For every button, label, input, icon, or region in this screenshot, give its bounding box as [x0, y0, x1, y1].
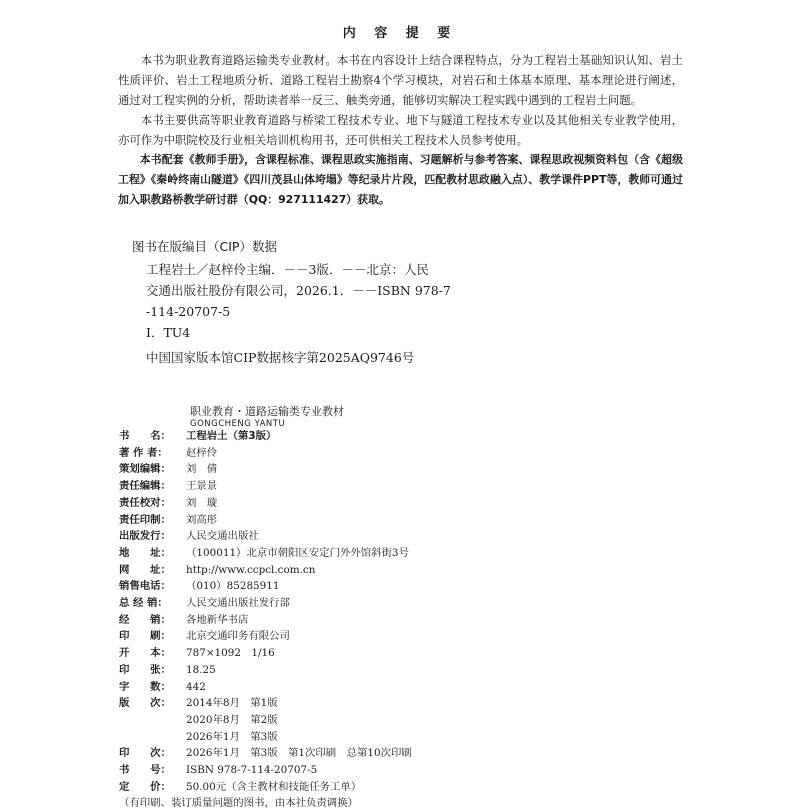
colophon-row — [119, 428, 719, 445]
colophon-label: 地 址： — [119, 546, 171, 559]
colophon-value: 2026年1月 第3版 — [186, 730, 278, 743]
colophon-label: 书 号： — [119, 764, 171, 777]
cip-block — [132, 236, 526, 368]
colophon-row — [119, 612, 719, 629]
colophon-value: ISBN 978-7-114-20707-5 — [186, 764, 318, 777]
teacher-resources-paragraph: 本书配套《教师手册》，含课程标准、课程思政实施指南、习题解析与参考答案、课程思政视频资料包（含《超级工程》《秦岭终南山隧道》《四川茂县山体垮塌》等纪录片片段，匹配教材思政融入点）、教学课件PPT等，教师可通过加入职教路桥教学研讨群（QQ：927111427）获取。 — [118, 153, 683, 206]
colophon-value: 北京交通印务有限公司 — [186, 630, 290, 643]
cip-title: 图书在版编目（CIP）数据 — [132, 239, 277, 254]
quality-note: （有印刷、装订质量问题的图书，由本社负责调换） — [119, 797, 358, 810]
colophon-value: 2020年8月 第2版 — [186, 713, 278, 726]
cip-line: Ⅰ．TU4 — [146, 325, 191, 340]
colophon-label — [119, 729, 186, 746]
colophon-label: 责任校对： — [119, 496, 171, 509]
colophon-row — [119, 729, 719, 746]
colophon-row — [119, 478, 719, 495]
colophon-row — [119, 745, 719, 762]
colophon-row — [119, 662, 719, 679]
colophon-row — [119, 512, 719, 529]
cip-line: -114-20707-5 — [146, 304, 231, 319]
colophon-value: 787×1092 1/16 — [186, 647, 275, 660]
colophon-row — [119, 461, 719, 478]
colophon-value: 工程岩土（第3版） — [186, 430, 277, 442]
colophon-value: 各地新华书店 — [186, 613, 249, 626]
colophon-value: http://www.ccpcl.com.cn — [186, 563, 316, 576]
colophon-value: （010）85285911 — [186, 580, 280, 593]
colophon-label: 印 刷： — [119, 630, 171, 643]
colophon-value: 赵梓伶 — [186, 446, 218, 459]
colophon-row — [119, 578, 719, 595]
colophon-row — [119, 762, 719, 779]
colophon-label: 著 作 者： — [119, 446, 168, 459]
colophon-label — [119, 712, 186, 729]
colophon-label: 印 次： — [119, 747, 171, 760]
colophon-row — [119, 712, 719, 729]
colophon-value: 18.25 — [186, 663, 216, 676]
colophon-value: 2026年1月 第3版 第1次印刷 总第10次印刷 — [186, 747, 412, 760]
colophon-value: 刘高彤 — [186, 513, 218, 526]
summary-paragraph: 本书主要供高等职业教育道路与桥梁工程技术专业、地下与隧道工程技术专业以及其他相关专业教学使用，亦可作为中职院校及行业相关培训机构用书，还可供相关工程技术人员参考使用。 — [118, 113, 683, 147]
summary-title: 内 容 提 要 — [342, 26, 458, 41]
colophon-value: 刘 璇 — [186, 496, 218, 509]
colophon-row — [119, 595, 719, 612]
colophon-row — [119, 628, 719, 645]
colophon-row — [119, 695, 719, 712]
title-pinyin: GONGCHENG YANTU — [190, 419, 286, 429]
colophon-row — [119, 779, 719, 796]
colophon-value: 2014年8月 第1版 — [186, 697, 278, 710]
colophon-value: 442 — [186, 680, 206, 693]
colophon-value: 人民交通出版社 — [186, 530, 259, 543]
colophon-label: 经 销： — [119, 613, 171, 626]
colophon-table — [119, 428, 719, 812]
colophon-label: 版 次： — [119, 697, 171, 710]
colophon-label: 字 数： — [119, 680, 171, 693]
colophon-row — [119, 679, 719, 696]
colophon-label: 总 经 销： — [119, 597, 168, 610]
colophon-row — [119, 528, 719, 545]
colophon-label: 策划编辑： — [119, 463, 171, 476]
colophon-label: 定 价： — [119, 780, 171, 793]
cip-verification-number: 中国国家版本馆CIP数据核字第2025AQ9746号 — [146, 350, 415, 365]
colophon-value: 50.00元（含主教材和技能任务工单） — [186, 780, 362, 793]
colophon-label: 印 张： — [119, 663, 171, 676]
colophon-label: 责任印制： — [119, 513, 171, 526]
colophon-value: 刘 倩 — [186, 463, 218, 476]
cip-line: 工程岩土／赵梓伶主编．－－3版．－－北京：人民 — [146, 262, 429, 277]
summary-text — [118, 50, 683, 210]
colophon-row — [119, 495, 719, 512]
colophon-label: 网 址： — [119, 563, 171, 576]
colophon-row — [119, 562, 719, 579]
colophon-row — [119, 545, 719, 562]
colophon-label: 出版发行： — [119, 530, 171, 543]
colophon-value: 王景景 — [186, 480, 218, 493]
cip-line: 交通出版社股份有限公司，2026.1．－－ISBN 978-7 — [146, 283, 451, 298]
colophon-row — [119, 645, 719, 662]
colophon-label: 开 本： — [119, 647, 171, 660]
colophon-value: （100011）北京市朝阳区安定门外外馆斜街3号 — [186, 546, 409, 559]
colophon-value: 人民交通出版社发行部 — [186, 597, 290, 610]
series-name: 职业教育・道路运输类专业教材 — [190, 405, 344, 418]
summary-paragraph: 本书为职业教育道路运输类专业教材。本书在内容设计上结合课程特点，分为工程岩土基础知识认知、岩土性质评价、岩土工程地质分析、道路工程岩土勘察4个学习模块，对岩石和土体基本原理、基本理论进行阐述，通过对工程实例的分析，帮助读者举一反三、触类旁通，能够切实解决工程实践中遇到的工程岩土问题。 — [118, 53, 683, 107]
colophon-label: 责任编辑： — [119, 480, 171, 493]
colophon-label: 书 名： — [119, 430, 171, 442]
colophon-row — [119, 445, 719, 462]
colophon-label: 销售电话： — [119, 580, 171, 593]
